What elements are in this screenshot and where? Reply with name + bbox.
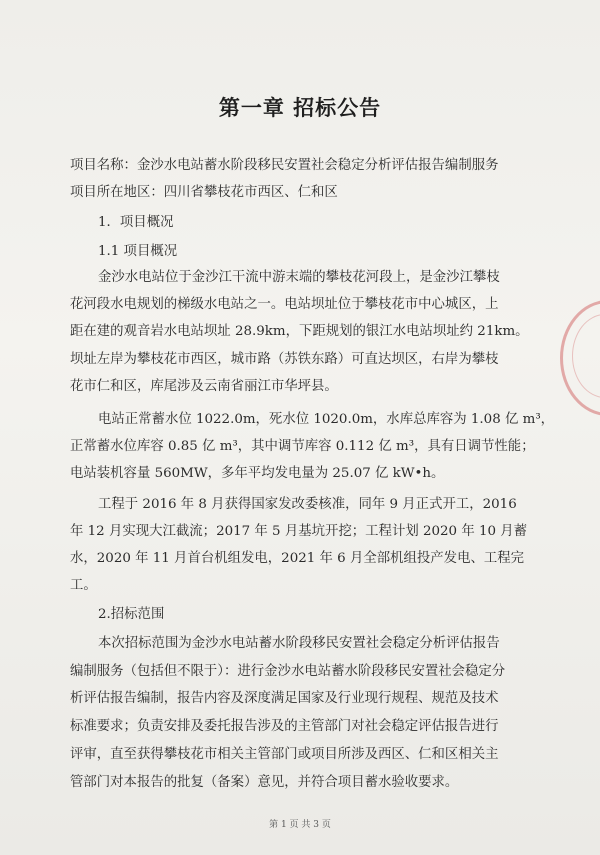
paragraph-line: 电站正常蓄水位 1022.0m，死水位 1020.0m，水库总库容为 1.08 亿 m³， xyxy=(98,412,555,427)
paragraph-line: 工。 xyxy=(70,578,97,593)
paragraph-line: 析评估报告编制，报告内容及深度满足国家及行业现行规程、规范及技术 xyxy=(70,691,499,706)
paragraph-line: 评审，直至获得攀枝花市相关主管部门或项目所涉及西区、仁和区相关主 xyxy=(70,747,499,762)
paragraph-line: 花河段水电规划的梯级水电站之一。电站坝址位于攀枝花市中心城区，上 xyxy=(70,297,499,312)
paragraph-line: 坝址左岸为攀枝花市西区，城市路（苏铁东路）可直达坝区，右岸为攀枝 xyxy=(70,352,499,367)
page-footer: 第 1 页 共 3 页 xyxy=(269,820,331,830)
project-location-line: 项目所在地区：四川省攀枝花市西区、仁和区 xyxy=(70,185,338,200)
section-1-heading: 1．项目概况 xyxy=(98,215,174,230)
paragraph-line: 编制服务（包括但不限于）：进行金沙水电站蓄水阶段移民安置社会稳定分 xyxy=(70,664,506,679)
section-1-1-heading: 1.1 项目概况 xyxy=(98,244,178,259)
section-2-heading: 2.招标范围 xyxy=(98,607,165,622)
page-title: 第一章 招标公告 xyxy=(218,95,382,120)
paragraph-line: 金沙水电站位于金沙江干流中游末端的攀枝花河段上，是金沙江攀枝 xyxy=(98,270,500,285)
project-name-line: 项目名称：金沙水电站蓄水阶段移民安置社会稳定分析评估报告编制服务 xyxy=(70,158,499,173)
paragraph-line: 工程于 2016 年 8 月获得国家发改委核准，同年 9 月正式开工，2016 xyxy=(98,497,517,512)
paragraph-line: 本次招标范围为金沙水电站蓄水阶段移民安置社会稳定分析评估报告 xyxy=(98,636,500,651)
paragraph-line: 年 12 月实现大江截流；2017 年 5 月基坑开挖；工程计划 2020 年 10 月蓄 xyxy=(70,524,528,539)
paragraph-line: 电站装机容量 560MW，多年平均发电量为 25.07 亿 kW•h。 xyxy=(70,466,445,481)
paragraph-line: 距在建的观音岩水电站坝址 28.9km，下距规划的银江水电站坝址约 21km。 xyxy=(70,324,529,339)
paragraph-line: 标准要求；负责安排及委托报告涉及的主管部门对社会稳定评估报告进行 xyxy=(70,719,499,734)
paragraph-line: 正常蓄水位库容 0.85 亿 m³，其中调节库容 0.112 亿 m³，具有日调节性能； xyxy=(70,439,535,454)
paragraph-line: 花市仁和区，库尾涉及云南省丽江市华坪县。 xyxy=(70,379,338,394)
paragraph-line: 水，2020 年 11 月首台机组发电，2021 年 6 月全部机组投产发电、工程完 xyxy=(70,551,525,566)
paragraph-line: 管部门对本报告的批复（备案）意见，并符合项目蓄水验收要求。 xyxy=(70,775,459,790)
